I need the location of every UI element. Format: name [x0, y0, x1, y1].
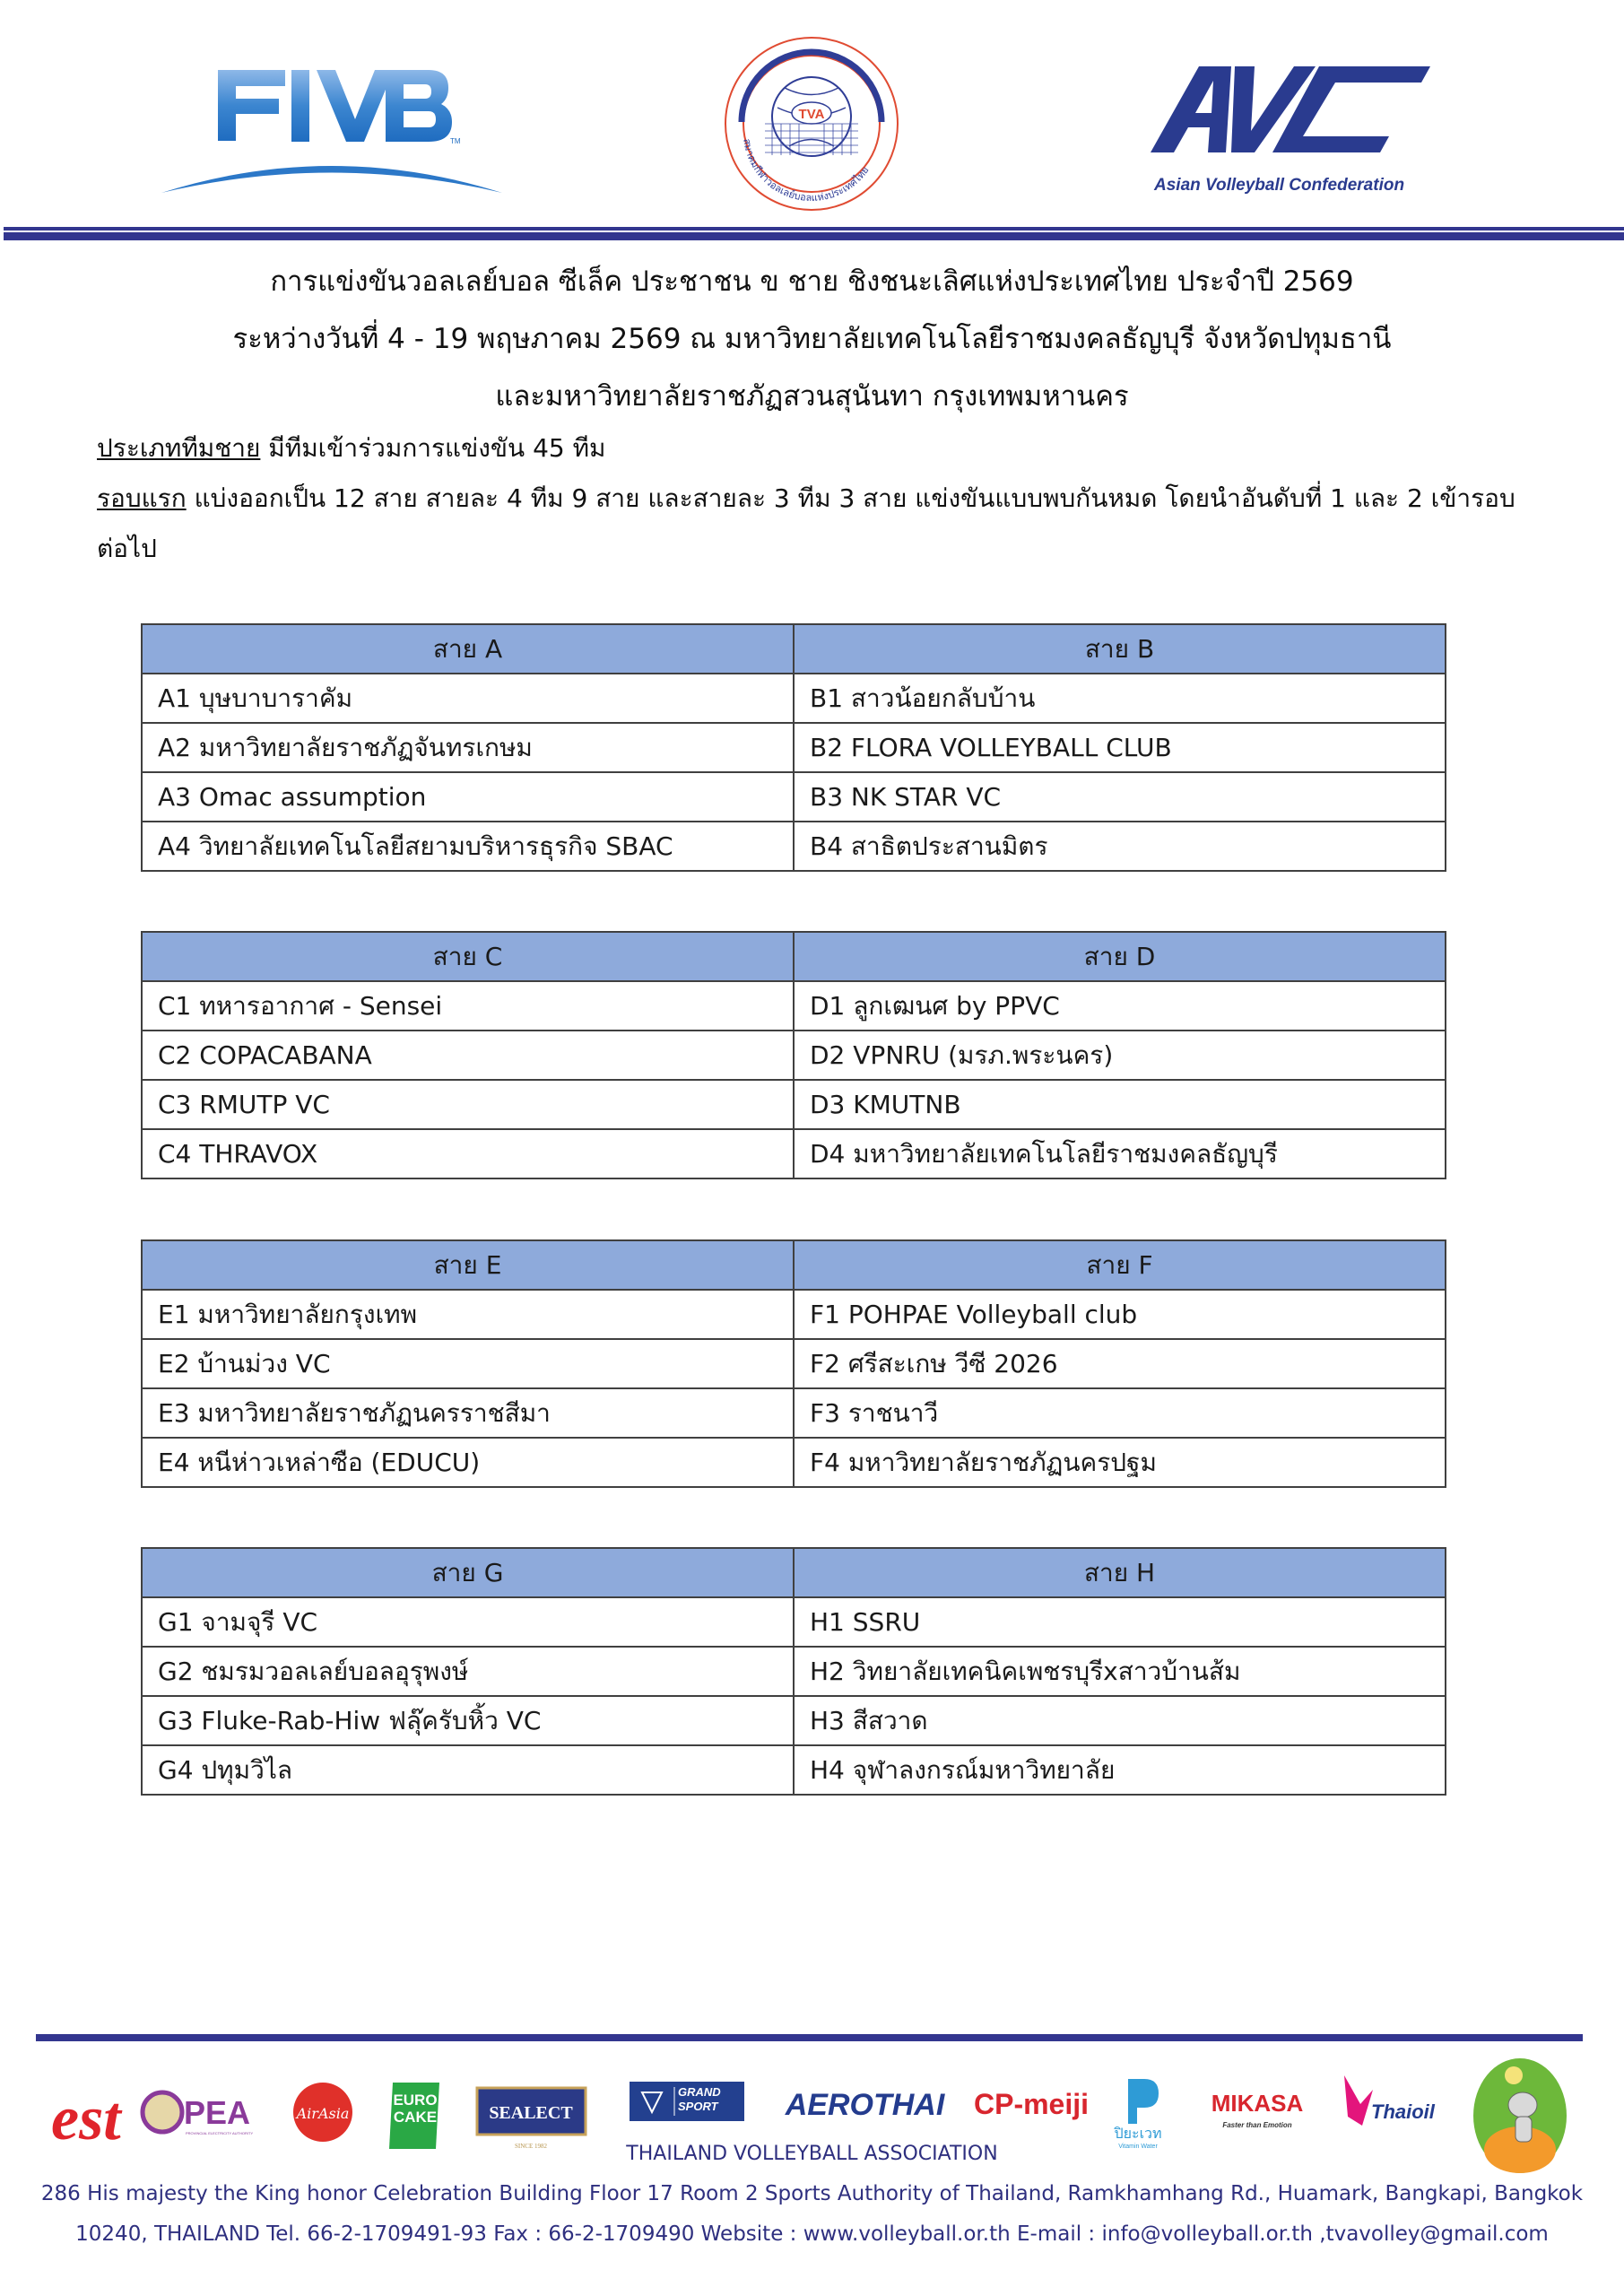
footer-address-line-2: 10240, THAILAND Tel. 66-2-1709491-93 Fax : 66-2-1709490 Website : www.volleyball.or.th E-mail : info@volleyball.or.th ,tvavolley@gmail.com [75, 2222, 1549, 2246]
team-cell: B2 FLORA VOLLEYBALL CLUB [794, 723, 1446, 772]
footer-address-line-1: 286 His majesty the King honor Celebration Building Floor 17 Room 2 Sports Authority of Thailand, Ramkhamhang Rd., Huamark, Bangkapi, Bangkok [40, 2182, 1584, 2205]
footer-org-name: THAILAND VOLLEYBALL ASSOCIATION [626, 2143, 998, 2165]
pea-text: PEA [184, 2094, 251, 2131]
tva-ring-text: สมาคมกีฬาวอลเลย์บอลแห่งประเทศไทย [741, 137, 872, 204]
group-header: สาย G [142, 1548, 794, 1597]
group-table-ef [141, 1239, 1446, 1488]
title-line-2: ระหว่างวันที่ 4 - 19 พฤษภาคม 2569 ณ มหาวิทยาลัยเทคโนโลยีราชมงคลธัญบุรี จังหวัดปทุมธานี [232, 323, 1392, 355]
team-cell: F3 ราชนาวี [794, 1388, 1446, 1438]
table-row [142, 981, 1446, 1031]
avc-logo [1143, 56, 1448, 199]
team-cell: G1 จามจุรี VC [142, 1597, 794, 1647]
header-rule-thin [4, 227, 1624, 230]
cpmeiji-text: CP-meiji [973, 2087, 1090, 2120]
pea-sub: PROVINCIAL ELECTRICITY AUTHORITY [186, 2131, 254, 2135]
round-paragraph [97, 479, 1515, 518]
group-header: สาย E [142, 1240, 794, 1290]
eurocake-logo [387, 2079, 443, 2152]
team-cell: A4 วิทยาลัยเทคโนโลยีสยามบริหารธุรกิจ SBAC [142, 822, 794, 871]
team-cell: C4 THRAVOX [142, 1129, 794, 1178]
fivb-tm: TM [450, 137, 461, 145]
team-cell: E3 มหาวิทยาลัยราชภัฏนครราชสีมา [142, 1388, 794, 1438]
eurocake-text: EURO CAKE [393, 2092, 438, 2126]
table-row [142, 1031, 1446, 1080]
group-header: สาย A [142, 624, 794, 674]
group-header: สาย D [794, 932, 1446, 981]
table-row [142, 1597, 1446, 1647]
piyavate-logo [1110, 2072, 1166, 2151]
table-row [142, 1438, 1446, 1487]
category-text: มีทีมเข้าร่วมการแข่งขัน 45 ทีม [260, 433, 606, 463]
group-table-cd [141, 931, 1446, 1179]
team-cell: G4 ปทุมวิไล [142, 1745, 794, 1795]
table-row [142, 1129, 1446, 1178]
team-cell: D3 KMUTNB [794, 1080, 1446, 1129]
cpmeiji-logo [968, 2082, 1094, 2126]
fivb-logo [157, 54, 507, 202]
tva-text: TVA [798, 107, 825, 122]
table-row [142, 1080, 1446, 1129]
mikasa-logo [1202, 2079, 1314, 2136]
team-cell: E1 มหาวิทยาลัยกรุงเทพ [142, 1290, 794, 1339]
table-row [142, 1647, 1446, 1696]
piyavate-sub: Vitamin Water [1118, 2144, 1158, 2150]
team-cell: B1 สาวน้อยกลับบ้าน [794, 674, 1446, 723]
team-cell: D4 มหาวิทยาลัยเทคโนโลยีราชมงคลธัญบุรี [794, 1129, 1446, 1178]
group-header-row [142, 932, 1446, 981]
table-row [142, 822, 1446, 871]
team-cell: H2 วิทยาลัยเทคนิคเพชรบุรีxสาวบ้านส้ม [794, 1647, 1446, 1696]
team-cell: A3 Omac assumption [142, 772, 794, 822]
team-cell: E2 บ้านม่วง VC [142, 1339, 794, 1388]
table-row [142, 1696, 1446, 1745]
grandsport-logo [630, 2082, 744, 2121]
sealect-text: SEALECT [489, 2103, 573, 2123]
table-row [142, 1745, 1446, 1795]
title-line-1: การแข่งขันวอลเลย์บอล ซีเล็ค ประชาชน ข ชาย ชิงชนะเลิศแห่งประเทศไทย ประจำปี 2569 [270, 265, 1354, 298]
team-cell: F4 มหาวิทยาลัยราชภัฏนครปฐม [794, 1438, 1446, 1487]
title-line-3: และมหาวิทยาลัยราชภัฏสวนสุนันทา กรุงเทพมหานคร [495, 380, 1129, 413]
team-cell: G3 Fluke-Rab-Hiw ฟลุ๊ครับหิ้ว VC [142, 1696, 794, 1745]
group-table-ab [141, 623, 1446, 872]
sealect-sub: SINCE 1982 [515, 2143, 547, 2150]
grandsport-text: GRAND SPORT [678, 2085, 721, 2113]
airasia-logo [291, 2081, 354, 2144]
group-header-row [142, 1548, 1446, 1597]
sealect-logo [475, 2079, 587, 2152]
thaioil-text: Thaioil [1371, 2100, 1435, 2123]
round-label: รอบแรก [97, 483, 187, 513]
team-cell: G2 ชมรมวอลเลย์บอลอุรุพงษ์ [142, 1647, 794, 1696]
group-header: สาย C [142, 932, 794, 981]
tva-seal [722, 34, 901, 213]
team-cell: F2 ศรีสะเกษ วีซี 2026 [794, 1339, 1446, 1388]
team-cell: A1 บุษบาบาราคัม [142, 674, 794, 723]
team-cell: C3 RMUTP VC [142, 1080, 794, 1129]
group-header-row [142, 1240, 1446, 1290]
table-row [142, 1388, 1446, 1438]
est-logo [49, 2067, 126, 2152]
team-cell: C2 COPACABANA [142, 1031, 794, 1080]
team-cell: H1 SSRU [794, 1597, 1446, 1647]
group-header: สาย H [794, 1548, 1446, 1597]
team-cell: D2 VPNRU (มรภ.พระนคร) [794, 1031, 1446, 1080]
pea-logo [139, 2081, 265, 2144]
team-cell: E4 หนีห่าวเหล่าซือ (EDUCU) [142, 1438, 794, 1487]
aerothai-text: AEROTHAI [785, 2087, 945, 2122]
table-row [142, 674, 1446, 723]
footer-rule [36, 2034, 1583, 2041]
team-cell: H3 สีสวาด [794, 1696, 1446, 1745]
team-cell: D1 ลูกเฒนศ by PPVC [794, 981, 1446, 1031]
category-paragraph [97, 429, 606, 468]
group-header-row [142, 624, 1446, 674]
round-paragraph-cont: ต่อไป [97, 534, 157, 563]
team-cell: A2 มหาวิทยาลัยราชภัฏจันทรเกษม [142, 723, 794, 772]
team-cell: H4 จุฬาลงกรณ์มหาวิทยาลัย [794, 1745, 1446, 1795]
mikasa-text: MIKASA [1211, 2090, 1304, 2117]
header-rule-thick [4, 232, 1624, 240]
aerothai-logo [782, 2083, 948, 2126]
table-row [142, 723, 1446, 772]
est-text: est [51, 2084, 121, 2152]
team-cell: B3 NK STAR VC [794, 772, 1446, 822]
team-cell: C1 ทหารอากาศ - Sensei [142, 981, 794, 1031]
category-label: ประเภททีมชาย [97, 433, 261, 463]
group-header: สาย B [794, 624, 1446, 674]
group-table-gh [141, 1547, 1446, 1796]
round-text: แบ่งออกเป็น 12 สาย สายละ 4 ทีม 9 สาย และสายละ 3 ทีม 3 สาย แข่งขันแบบพบกันหมด โดยนำอันดับที่ 1 และ 2 เข้ารอบ [186, 483, 1515, 513]
table-row [142, 772, 1446, 822]
group-header: สาย F [794, 1240, 1446, 1290]
table-row [142, 1290, 1446, 1339]
team-cell: B4 สาธิตประสานมิตร [794, 822, 1446, 871]
table-row [142, 1339, 1446, 1388]
mikasa-sub: Faster than Emotion [1222, 2121, 1292, 2129]
airasia-text: AirAsia [296, 2105, 350, 2122]
team-cell: F1 POHPAE Volleyball club [794, 1290, 1446, 1339]
avc-subtitle: Asian Volleyball Confederation [1154, 176, 1405, 195]
thaioil-logo [1341, 2072, 1448, 2135]
piyavate-text: ปิยะเวท [1114, 2125, 1162, 2142]
